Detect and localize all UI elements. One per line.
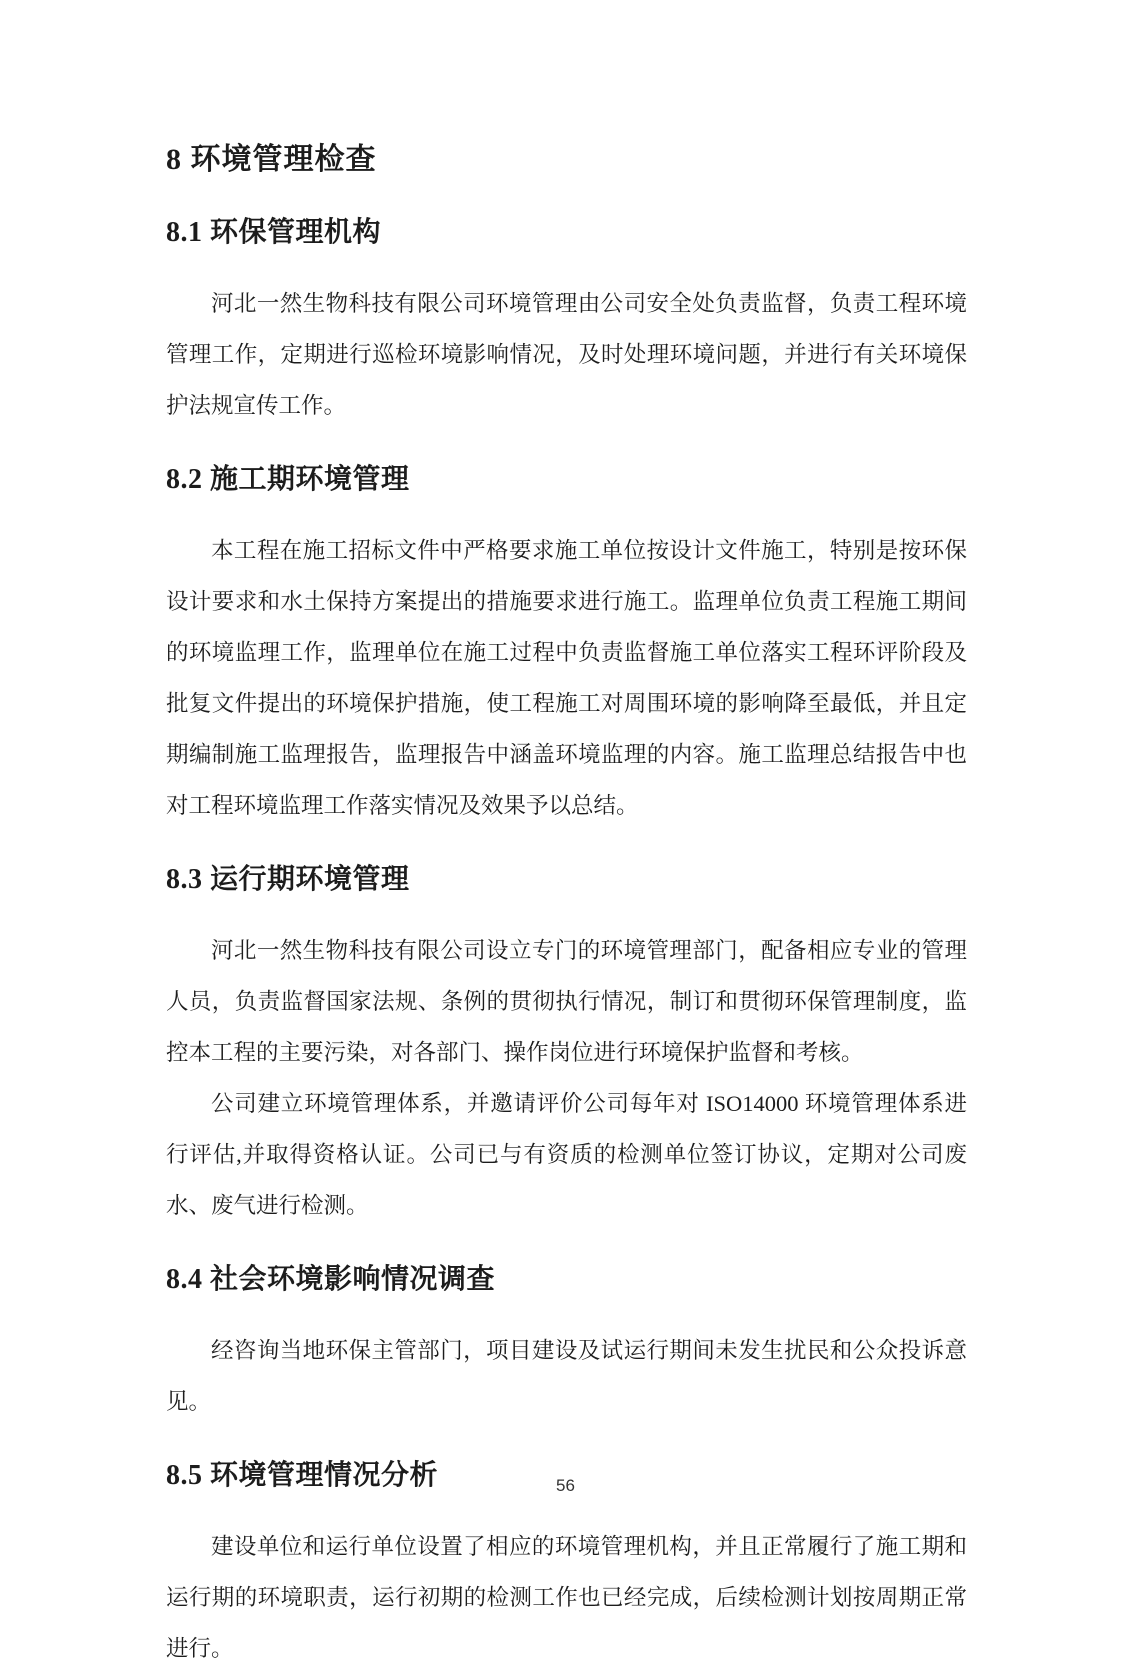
paragraph: 建设单位和运行单位设置了相应的环境管理机构，并且正常履行了施工期和运行期的环境职责，运行初期的检测工作也已经完成，后续检测计划按周期正常进行。 <box>166 1534 967 1661</box>
page-number: 56 <box>556 1476 575 1495</box>
paragraph: 公司建立环境管理体系，并邀请评价公司每年对 ISO14000 环境管理体系进行评估,并取得资格认证。公司已与有资质的检测单位签订协议，定期对公司废水、废气进行检测。 <box>166 1091 967 1218</box>
section-heading-8-2: 8.2 施工期环境管理 <box>166 464 410 495</box>
section-heading-8-1: 8.1 环保管理机构 <box>166 217 382 248</box>
section-heading-8-5: 8.5 环境管理情况分析 <box>166 1460 439 1491</box>
paragraph: 本工程在施工招标文件中严格要求施工单位按设计文件施工，特别是按环保设计要求和水土保持方案提出的措施要求进行施工。监理单位负责工程施工期间的环境监理工作，监理单位在施工过程中负责监督施工单位落实工程环评阶段及批复文件提出的环境保护措施，使工程施工对周围环境的影响降至最低，并且定期编制施工监理报告，监理报告中涵盖环境监理的内容。施工监理总结报告中也对工程环境监理工作落实情况及效果予以总结。 <box>166 538 967 818</box>
section-environmental-protection-organization <box>166 214 967 431</box>
section-heading-8-3: 8.3 运行期环境管理 <box>166 864 410 895</box>
paragraph: 河北一然生物科技有限公司环境管理由公司安全处负责监督，负责工程环境管理工作，定期进行巡检环境影响情况，及时处理环境问题，并进行有关环境保护法规宣传工作。 <box>166 291 967 418</box>
section-construction-period-management <box>166 461 967 831</box>
section-heading-8-4: 8.4 社会环境影响情况调查 <box>166 1264 496 1295</box>
paragraph: 河北一然生物科技有限公司设立专门的环境管理部门，配备相应专业的管理人员，负责监督国家法规、条例的贯彻执行情况，制订和贯彻环保管理制度，监控本工程的主要污染，对各部门、操作岗位进行环境保护监督和考核。 <box>166 938 967 1065</box>
chapter-heading: 8 环境管理检查 <box>166 143 377 176</box>
section-operation-period-management <box>166 861 967 1231</box>
paragraph: 经咨询当地环保主管部门，项目建设及试运行期间未发生扰民和公众投诉意见。 <box>166 1338 967 1414</box>
section-social-environment-impact-survey <box>166 1261 967 1427</box>
